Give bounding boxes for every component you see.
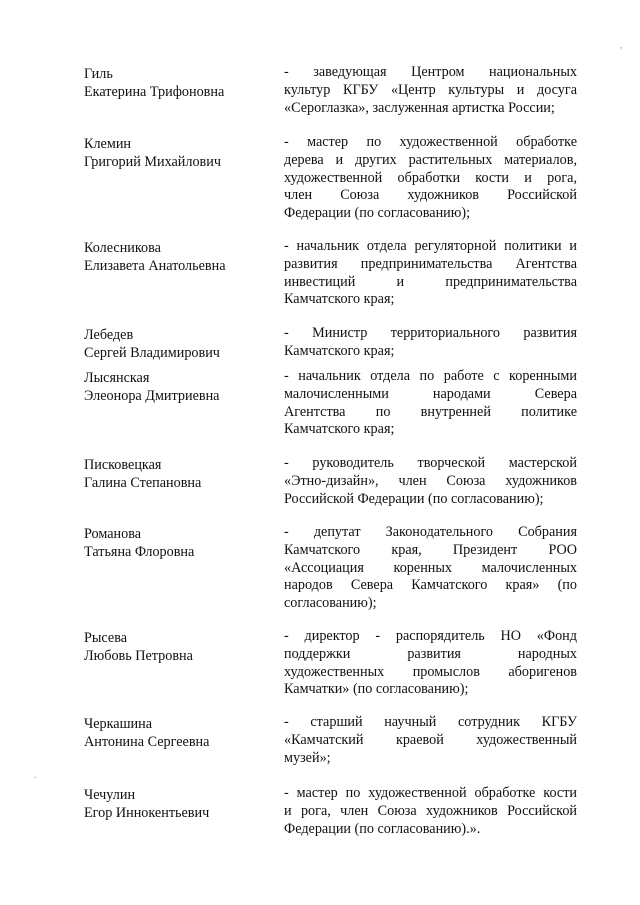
position-line: «Этно-дизайн», член Союза художников [284,472,577,489]
position-line: культур КГБУ «Центр культуры и досуга [284,81,577,98]
member-given-names: Элеонора Дмитриевна [84,388,220,404]
member-given-names: Татьяна Флоровна [84,544,195,560]
position-line: художественных промыслов аборигенов [284,663,577,680]
member-surname: Черкашина [84,716,152,732]
member-surname: Лысянская [84,370,150,386]
member-position [284,785,577,838]
position-line: поддержки развития народных [284,645,577,662]
member-given-names: Галина Степановна [84,475,202,491]
position-line: народов Севера Камчатского края» (по [284,577,577,594]
position-line: Федерации (по согласованию); [284,205,471,222]
position-line: - начальник отдела регуляторной политики и [284,238,577,254]
position-line: «Ассоциация коренных малочисленных [284,559,577,576]
member-given-names: Антонина Сергеевна [84,734,210,750]
position-line: малочисленными народами Севера [284,385,577,402]
member-given-names: Любовь Петровна [84,648,193,664]
member-position [284,134,577,223]
position-line: - мастер по художественной обработке [284,134,577,150]
position-line: - директор - распорядитель НО «Фонд [284,628,577,644]
member-surname: Писковецкая [84,457,162,473]
position-line: член Союза художников Российской [284,187,577,204]
member-name [84,456,274,492]
member-position [284,368,577,439]
member-position [284,628,577,699]
member-given-names: Сергей Владимирович [84,345,220,361]
member-position [284,714,577,767]
position-line: Камчатского края, Президент РОО [284,541,577,558]
member-given-names: Екатерина Трифоновна [84,84,225,100]
position-line: - Министр территориального развития [284,325,577,341]
member-surname: Романова [84,526,142,542]
position-line: Российской Федерации (по согласованию); [284,490,544,507]
member-surname: Колесникова [84,240,161,256]
position-line: музей»; [284,749,331,766]
position-line: Федерации (по согласованию).». [284,820,481,837]
member-name [84,786,274,822]
position-line: дерева и других растительных материалов, [284,151,577,168]
position-line: и рога, член Союза художников Российской [284,802,577,819]
member-given-names: Григорий Михайлович [84,154,221,170]
member-name [84,326,274,362]
member-name [84,715,274,751]
member-name [84,629,274,665]
position-line: художественной обработки кости и рога, [284,169,577,186]
position-line: «Сероглазка», заслуженная артистка России; [284,99,555,116]
member-name [84,525,274,561]
position-line: - старший научный сотрудник КГБУ [284,714,577,730]
member-surname: Гиль [84,66,113,82]
scan-speck: . [34,770,37,781]
member-position [284,325,577,361]
position-line: - начальник отдела по работе с коренными [284,368,577,384]
position-line: Камчатки» (по согласованию); [284,681,469,698]
member-given-names: Елизавета Анатольевна [84,258,226,274]
position-line: - заведующая Центром национальных [284,64,577,80]
position-line: - руководитель творческой мастерской [284,455,577,471]
member-surname: Лебедев [84,327,134,343]
position-line: - мастер по художественной обработке кости [284,785,577,801]
position-line: Камчатского края; [284,342,395,359]
member-position [284,455,577,508]
position-line: Камчатского края; [284,291,395,308]
member-name [84,239,274,275]
position-line: инвестиций и предпринимательства [284,273,577,290]
member-name [84,65,274,101]
scan-speck: , [620,40,623,51]
member-position [284,64,577,117]
member-surname: Чечулин [84,787,136,803]
position-line: согласованию); [284,595,377,612]
position-line: Камчатского края; [284,421,395,438]
member-surname: Рысева [84,630,127,646]
member-given-names: Егор Иннокентьевич [84,805,210,821]
position-line: «Камчатский краевой художественный [284,731,577,748]
member-position [284,238,577,309]
member-name [84,369,274,405]
position-line: развития предпринимательства Агентства [284,255,577,272]
position-line: - депутат Законодательного Собрания [284,524,577,540]
member-name [84,135,274,171]
position-line: Агентства по внутренней политике [284,403,577,420]
member-position [284,524,577,613]
member-surname: Клемин [84,136,132,152]
